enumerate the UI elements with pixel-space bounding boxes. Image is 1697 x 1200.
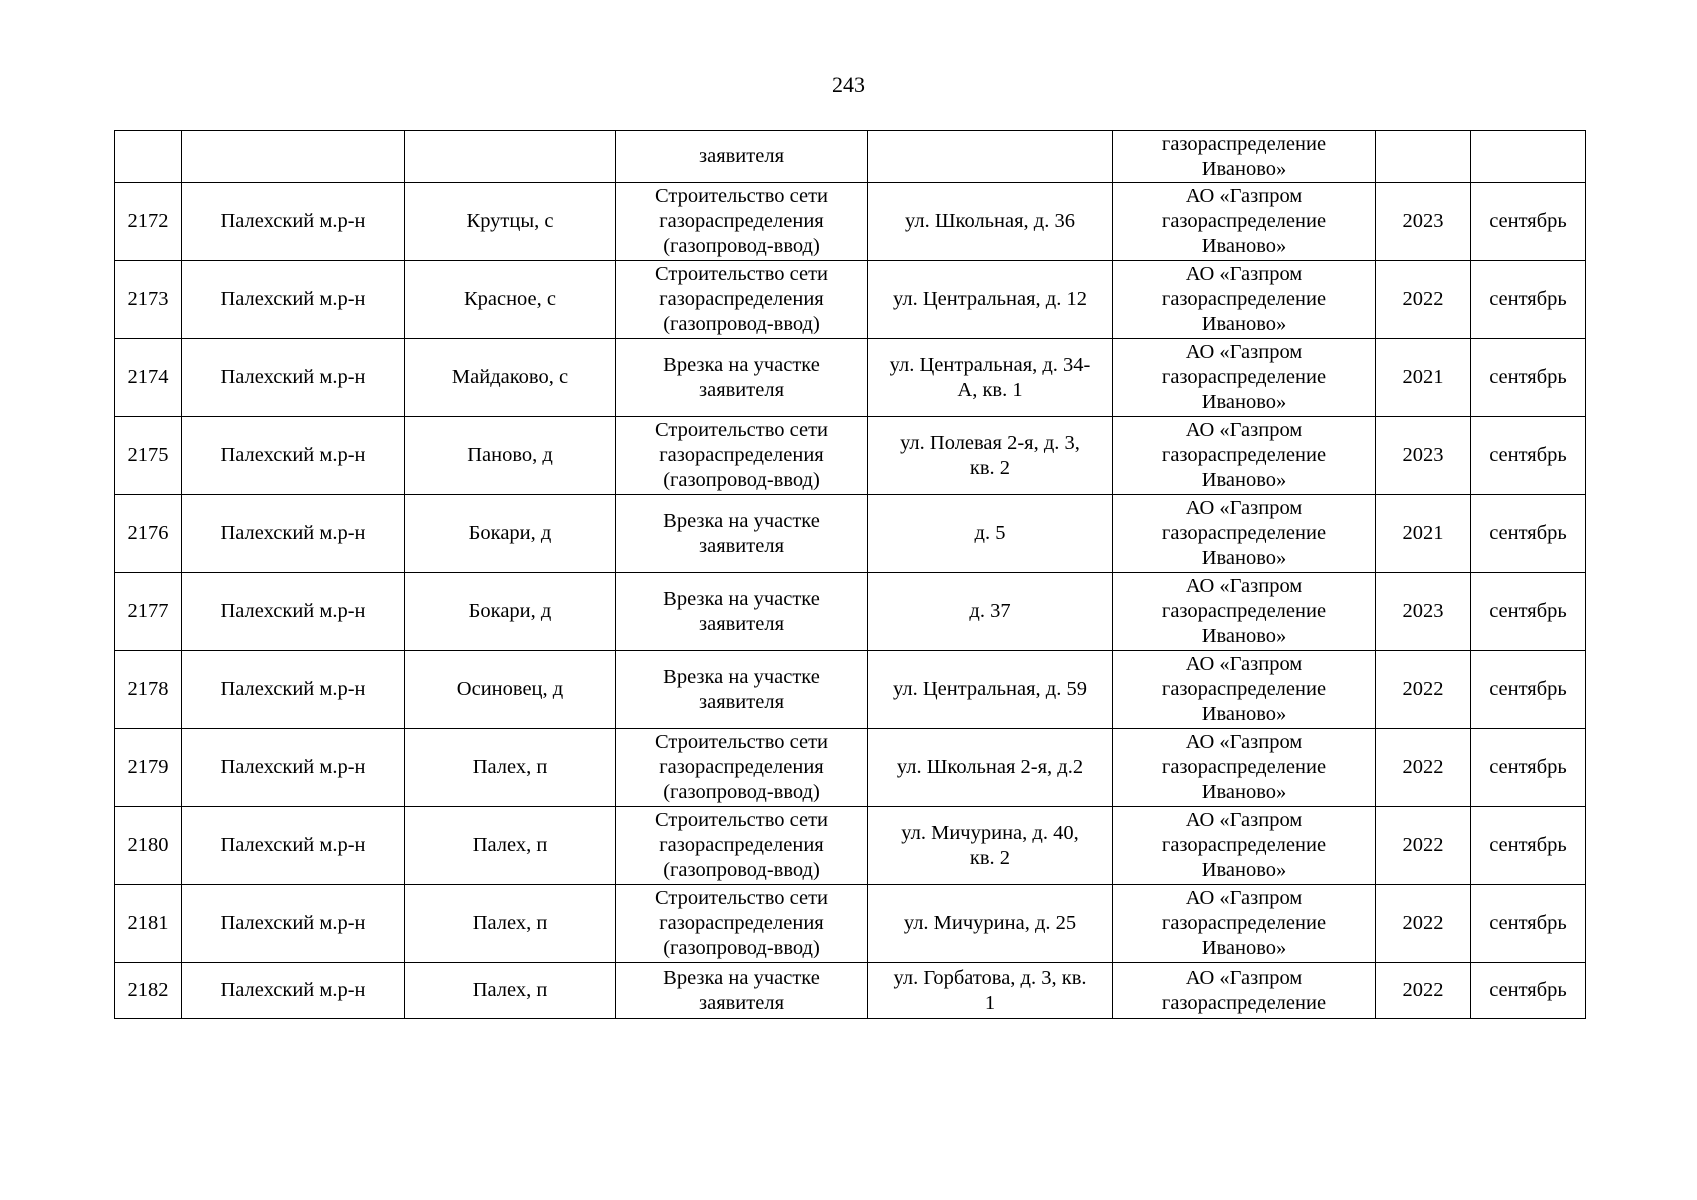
- cell-year: 2022: [1376, 807, 1471, 885]
- table-row: [115, 495, 1586, 573]
- cell-address: [868, 495, 1113, 573]
- organization-line: Иваново»: [1201, 937, 1287, 959]
- cell-num: 2175: [115, 417, 182, 495]
- work-type-line: Врезка на участке: [663, 966, 820, 989]
- work-type-line: (газопровод-ввод): [663, 937, 820, 959]
- cell-year: 2022: [1376, 261, 1471, 339]
- address-line: ул. Полевая 2-я, д. 3,: [900, 431, 1080, 454]
- cell-month: сентябрь: [1471, 729, 1586, 807]
- cell-month: сентябрь: [1471, 495, 1586, 573]
- cell-month: сентябрь: [1471, 417, 1586, 495]
- cell-work-type: [616, 573, 868, 651]
- organization-line: АО «Газпром: [1185, 731, 1303, 753]
- cell-locality: Палех, п: [405, 807, 616, 885]
- organization-line: АО «Газпром: [1185, 263, 1303, 285]
- work-type-line: Строительство сети: [654, 263, 829, 285]
- address-line: ул. Центральная, д. 59: [893, 678, 1087, 700]
- cell-work-type: [616, 417, 868, 495]
- table-row: [115, 183, 1586, 261]
- organization-line: газораспределение: [1161, 444, 1327, 466]
- work-type-line: газораспределения: [659, 756, 824, 778]
- work-type-line: (газопровод-ввод): [663, 859, 820, 881]
- address-line: д. 37: [969, 600, 1011, 622]
- cell-organization: [1113, 963, 1376, 1019]
- address-line: д. 5: [974, 522, 1006, 544]
- cell-year: 2022: [1376, 963, 1471, 1019]
- cell-district: Палехский м.р-н: [182, 183, 405, 261]
- organization-line: Иваново»: [1201, 625, 1287, 647]
- cell-organization: [1113, 339, 1376, 417]
- cell-address: [868, 963, 1113, 1019]
- work-type-line: газораспределения: [659, 444, 824, 466]
- cell-year: 2023: [1376, 183, 1471, 261]
- cell-address: [868, 417, 1113, 495]
- cell-locality: Бокари, д: [405, 573, 616, 651]
- address-line: ул. Центральная, д. 34-: [889, 353, 1091, 376]
- cell-address: [868, 131, 1113, 183]
- cell-locality: Палех, п: [405, 729, 616, 807]
- cell-address: [868, 651, 1113, 729]
- cell-work-type: [616, 131, 868, 183]
- organization-line: газораспределение: [1161, 600, 1327, 622]
- table-row: [115, 729, 1586, 807]
- cell-district: Палехский м.р-н: [182, 495, 405, 573]
- organization-line: Иваново»: [1201, 391, 1287, 413]
- organization-line: Иваново»: [1201, 859, 1287, 881]
- work-type-line: газораспределения: [659, 210, 824, 232]
- cell-district: Палехский м.р-н: [182, 261, 405, 339]
- cell-month: сентябрь: [1471, 651, 1586, 729]
- organization-line: АО «Газпром: [1185, 419, 1303, 441]
- cell-address: [868, 339, 1113, 417]
- address-line: А, кв. 1: [957, 378, 1023, 401]
- cell-address: [868, 807, 1113, 885]
- organization-line: АО «Газпром: [1185, 575, 1303, 597]
- cell-district: Палехский м.р-н: [182, 885, 405, 963]
- work-type-line: заявителя: [699, 612, 784, 635]
- work-type-line: (газопровод-ввод): [663, 781, 820, 803]
- organization-line: Иваново»: [1201, 469, 1287, 491]
- cell-work-type: [616, 807, 868, 885]
- cell-locality: Палех, п: [405, 885, 616, 963]
- cell-organization: [1113, 573, 1376, 651]
- cell-num: 2176: [115, 495, 182, 573]
- cell-month: [1471, 131, 1586, 183]
- table-row: [115, 651, 1586, 729]
- organization-line: газораспределение: [1161, 522, 1327, 544]
- cell-locality: [405, 131, 616, 183]
- table-body: [115, 131, 1586, 1019]
- work-type-line: Врезка на участке: [663, 353, 820, 376]
- cell-num: 2177: [115, 573, 182, 651]
- address-line: ул. Горбатова, д. 3, кв.: [893, 966, 1087, 989]
- cell-locality: Палех, п: [405, 963, 616, 1019]
- cell-district: Палехский м.р-н: [182, 729, 405, 807]
- table-row: [115, 807, 1586, 885]
- table-row: [115, 339, 1586, 417]
- cell-work-type: [616, 963, 868, 1019]
- cell-year: 2021: [1376, 495, 1471, 573]
- cell-year: [1376, 131, 1471, 183]
- work-type-line: Строительство сети: [654, 809, 829, 831]
- cell-month: сентябрь: [1471, 807, 1586, 885]
- cell-work-type: [616, 651, 868, 729]
- work-type-line: Строительство сети: [654, 185, 829, 207]
- organization-line: АО «Газпром: [1185, 653, 1303, 675]
- cell-district: Палехский м.р-н: [182, 807, 405, 885]
- work-type-line: газораспределения: [659, 834, 824, 856]
- cell-organization: [1113, 807, 1376, 885]
- cell-address: [868, 729, 1113, 807]
- cell-work-type: [616, 729, 868, 807]
- table-row: [115, 573, 1586, 651]
- cell-num: 2178: [115, 651, 182, 729]
- work-type-line: Врезка на участке: [663, 587, 820, 610]
- cell-year: 2022: [1376, 651, 1471, 729]
- cell-organization: [1113, 885, 1376, 963]
- organization-line: газораспределение: [1161, 991, 1327, 1014]
- organization-line: газораспределение: [1161, 834, 1327, 856]
- organization-line: АО «Газпром: [1185, 341, 1303, 363]
- organization-line: Иваново»: [1201, 547, 1287, 569]
- gasification-schedule-table: [114, 130, 1586, 1019]
- table-row: [115, 885, 1586, 963]
- cell-work-type: [616, 885, 868, 963]
- address-line: кв. 2: [969, 456, 1011, 479]
- cell-year: 2023: [1376, 573, 1471, 651]
- cell-locality: Паново, д: [405, 417, 616, 495]
- cell-district: [182, 131, 405, 183]
- work-type-line: Строительство сети: [654, 731, 829, 753]
- work-type-line: заявителя: [699, 690, 784, 713]
- cell-work-type: [616, 495, 868, 573]
- cell-organization: [1113, 729, 1376, 807]
- cell-month: сентябрь: [1471, 261, 1586, 339]
- table-row: [115, 417, 1586, 495]
- cell-work-type: [616, 261, 868, 339]
- cell-organization: [1113, 183, 1376, 261]
- cell-year: 2022: [1376, 885, 1471, 963]
- work-type-line: заявителя: [699, 145, 784, 167]
- cell-num: 2173: [115, 261, 182, 339]
- organization-line: Иваново»: [1201, 703, 1287, 725]
- organization-line: АО «Газпром: [1185, 887, 1303, 909]
- work-type-line: Строительство сети: [654, 887, 829, 909]
- cell-address: [868, 885, 1113, 963]
- organization-line: АО «Газпром: [1185, 809, 1303, 831]
- table-row: [115, 963, 1586, 1019]
- work-type-line: газораспределения: [659, 288, 824, 310]
- cell-organization: [1113, 651, 1376, 729]
- address-line: ул. Школьная, д. 36: [905, 210, 1075, 232]
- cell-organization: [1113, 131, 1376, 183]
- cell-organization: [1113, 495, 1376, 573]
- cell-district: Палехский м.р-н: [182, 417, 405, 495]
- organization-line: Иваново»: [1201, 313, 1287, 335]
- cell-work-type: [616, 339, 868, 417]
- organization-line: газораспределение: [1161, 678, 1327, 700]
- organization-line: газораспределение: [1161, 912, 1327, 934]
- cell-month: сентябрь: [1471, 885, 1586, 963]
- cell-num: 2182: [115, 963, 182, 1019]
- cell-num: 2181: [115, 885, 182, 963]
- cell-month: сентябрь: [1471, 573, 1586, 651]
- work-type-line: заявителя: [699, 991, 784, 1014]
- organization-line: Иваново»: [1201, 235, 1287, 257]
- work-type-line: Строительство сети: [654, 419, 829, 441]
- work-type-line: заявителя: [699, 534, 784, 557]
- cell-district: Палехский м.р-н: [182, 573, 405, 651]
- cell-locality: Крутцы, с: [405, 183, 616, 261]
- cell-district: Палехский м.р-н: [182, 339, 405, 417]
- organization-line: Иваново»: [1201, 157, 1287, 180]
- cell-locality: Осиновец, д: [405, 651, 616, 729]
- organization-line: газораспределение: [1161, 210, 1327, 232]
- cell-address: [868, 183, 1113, 261]
- work-type-line: газораспределения: [659, 912, 824, 934]
- organization-line: газораспределение: [1161, 366, 1327, 388]
- organization-line: АО «Газпром: [1185, 966, 1303, 989]
- cell-organization: [1113, 417, 1376, 495]
- cell-address: [868, 573, 1113, 651]
- cell-month: сентябрь: [1471, 963, 1586, 1019]
- cell-district: Палехский м.р-н: [182, 651, 405, 729]
- work-type-line: (газопровод-ввод): [663, 469, 820, 491]
- continuation-row: [115, 131, 1586, 183]
- cell-num: 2172: [115, 183, 182, 261]
- cell-num: [115, 131, 182, 183]
- work-type-line: (газопровод-ввод): [663, 313, 820, 335]
- address-line: ул. Школьная 2-я, д.2: [896, 756, 1084, 778]
- table-row: [115, 261, 1586, 339]
- cell-locality: Бокари, д: [405, 495, 616, 573]
- page-number: 243: [832, 72, 865, 97]
- organization-line: Иваново»: [1201, 781, 1287, 803]
- cell-month: сентябрь: [1471, 183, 1586, 261]
- cell-locality: Майдаково, с: [405, 339, 616, 417]
- cell-num: 2174: [115, 339, 182, 417]
- address-line: кв. 2: [969, 846, 1011, 869]
- work-type-line: Врезка на участке: [663, 509, 820, 532]
- cell-locality: Красное, с: [405, 261, 616, 339]
- organization-line: газораспределение: [1161, 756, 1327, 778]
- cell-year: 2021: [1376, 339, 1471, 417]
- organization-line: газораспределение: [1161, 288, 1327, 310]
- cell-num: 2180: [115, 807, 182, 885]
- cell-year: 2023: [1376, 417, 1471, 495]
- work-type-line: (газопровод-ввод): [663, 235, 820, 257]
- cell-organization: [1113, 261, 1376, 339]
- work-type-line: Врезка на участке: [663, 665, 820, 688]
- cell-year: 2022: [1376, 729, 1471, 807]
- cell-address: [868, 261, 1113, 339]
- organization-line: газораспределение: [1161, 132, 1327, 155]
- cell-work-type: [616, 183, 868, 261]
- cell-num: 2179: [115, 729, 182, 807]
- organization-line: АО «Газпром: [1185, 185, 1303, 207]
- address-line: ул. Мичурина, д. 40,: [901, 821, 1079, 844]
- work-type-line: заявителя: [699, 378, 784, 401]
- cell-month: сентябрь: [1471, 339, 1586, 417]
- cell-district: Палехский м.р-н: [182, 963, 405, 1019]
- address-line: 1: [984, 991, 996, 1014]
- address-line: ул. Мичурина, д. 25: [903, 912, 1077, 934]
- address-line: ул. Центральная, д. 12: [893, 288, 1087, 310]
- organization-line: АО «Газпром: [1185, 497, 1303, 519]
